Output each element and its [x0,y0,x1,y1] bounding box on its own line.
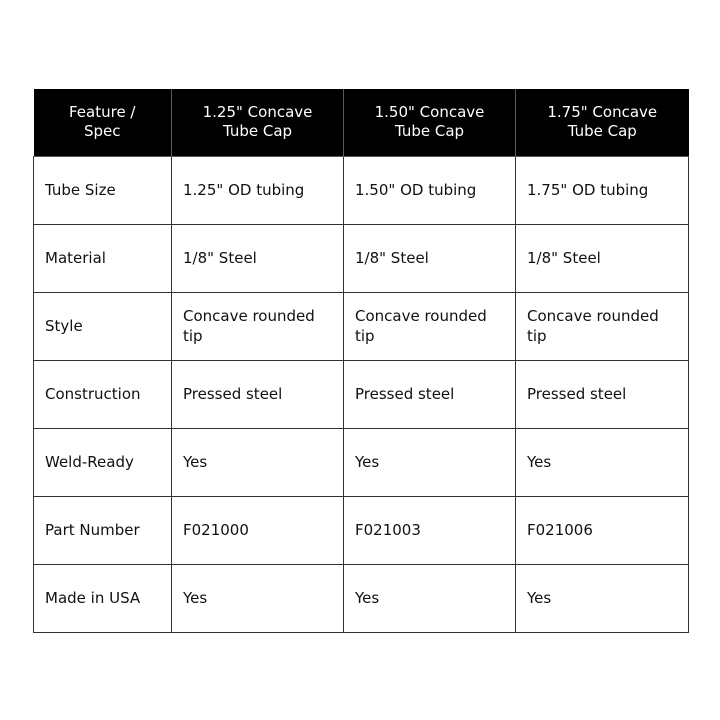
value-cell: F021003 [344,496,516,564]
header-1-75-cap [516,89,689,156]
table-row-construction [34,360,689,428]
table-row-tube-size [34,156,689,224]
value-cell: Concave rounded tip [172,292,344,360]
header-text: Tube Cap [567,122,637,141]
table-row-made-in-usa [34,564,689,632]
feature-cell: Material [34,224,172,292]
feature-cell: Made in USA [34,564,172,632]
value-cell: Yes [172,428,344,496]
value-cell: F021000 [172,496,344,564]
value-cell: Yes [516,564,689,632]
value-cell: Concave rounded tip [344,292,516,360]
value-cell: Yes [344,564,516,632]
value-cell: Yes [344,428,516,496]
value-cell: Concave rounded tip [516,292,689,360]
header-text: 1.75" Concave [547,103,658,122]
header-feature-spec [34,89,172,156]
header-text: Feature / [68,103,136,122]
feature-cell: Construction [34,360,172,428]
value-cell: Pressed steel [344,360,516,428]
table-row-part-number [34,496,689,564]
value-cell: F021006 [516,496,689,564]
feature-cell: Tube Size [34,156,172,224]
value-cell: 1/8" Steel [516,224,689,292]
value-cell: 1/8" Steel [172,224,344,292]
value-cell: 1/8" Steel [344,224,516,292]
value-cell: Yes [516,428,689,496]
header-text: 1.50" Concave [374,103,485,122]
header-1-50-cap [344,89,516,156]
feature-cell: Part Number [34,496,172,564]
table-row-weld-ready [34,428,689,496]
value-cell: 1.75" OD tubing [516,156,689,224]
table-row-material [34,224,689,292]
value-cell: Yes [172,564,344,632]
header-row [34,89,689,156]
header-text: Tube Cap [394,122,465,141]
header-1-25-cap [172,89,344,156]
value-cell: Pressed steel [516,360,689,428]
feature-cell: Style [34,292,172,360]
header-text: Spec [83,122,121,141]
value-cell: Pressed steel [172,360,344,428]
value-cell: 1.50" OD tubing [344,156,516,224]
spec-comparison-table [33,89,689,633]
feature-cell: Weld-Ready [34,428,172,496]
header-text: 1.25" Concave [202,103,313,122]
value-cell: 1.25" OD tubing [172,156,344,224]
header-text: Tube Cap [222,122,293,141]
table-row-style [34,292,689,360]
